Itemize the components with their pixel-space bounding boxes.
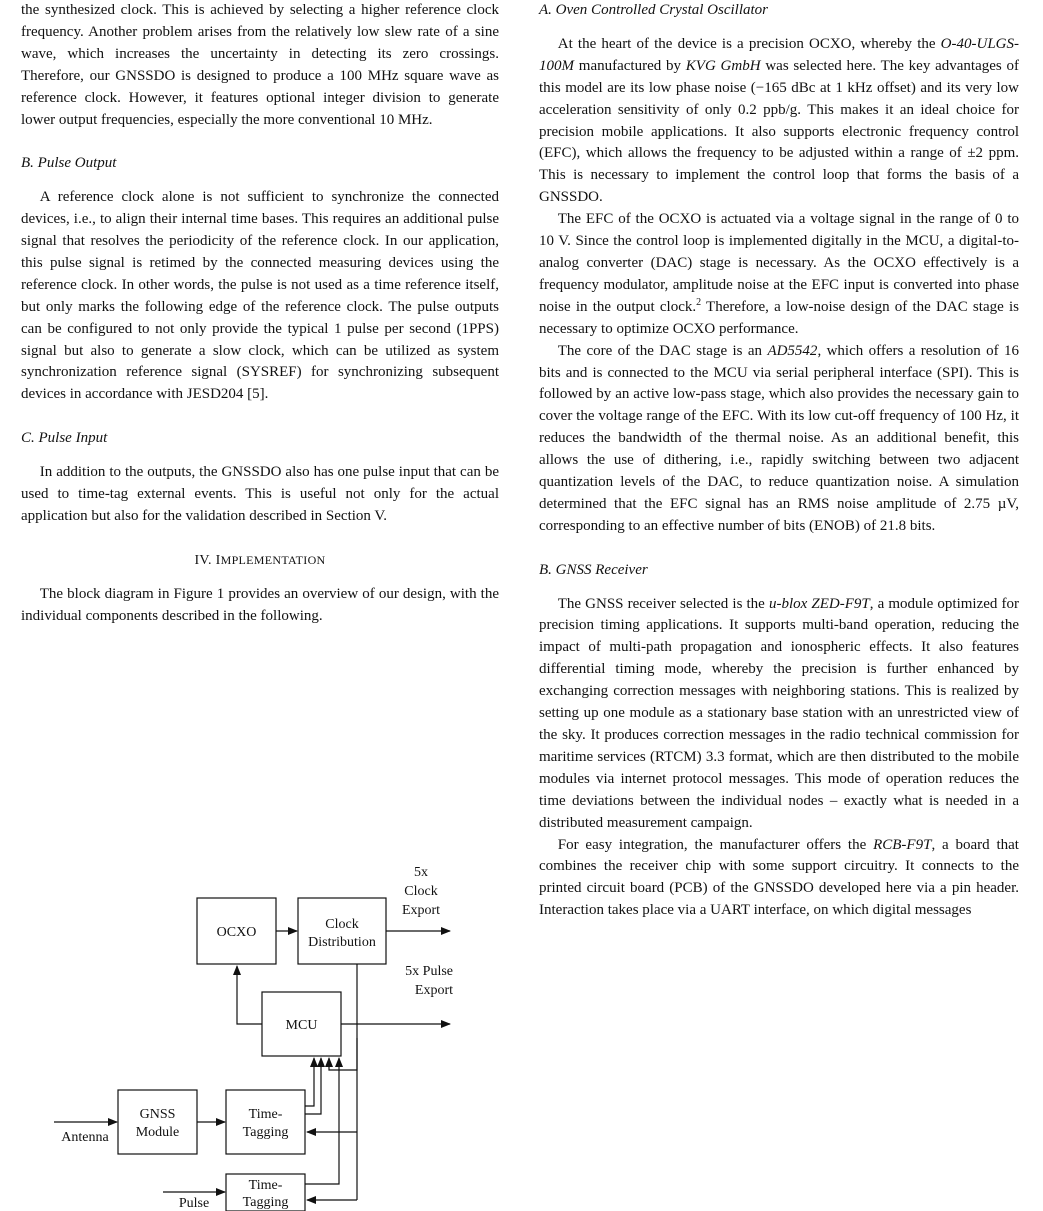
svg-text:Tagging: Tagging bbox=[242, 1195, 289, 1210]
svg-text:Time-: Time- bbox=[248, 1178, 283, 1193]
svg-text:MCU: MCU bbox=[285, 1018, 318, 1033]
right-column bbox=[539, 0, 1019, 922]
diagram-connections bbox=[54, 931, 450, 1200]
svg-text:Tagging: Tagging bbox=[242, 1125, 289, 1140]
paragraph-ocxo-3: The core of the DAC stage is an AD5542, which offers a resolution of 16 bits and is connected to the MCU via serial peripheral interface (SPI). This is followed by an active low-pass stage, which also provides the necessary gain to cover the voltage range of the EFC. With its low cut-off frequency of 100 Hz, it reduces the bandwidth of the thermal noise. As an additional benefit, this allows the use of dithering, i.e., rapidly switching between two adjacent quantization levels of the DAC, to reduce quantization noise. A simulation determined that the EFC signal has an RMS noise amplitude of 2.75 µV, corresponding to an effective number of bits (ENOB) of 21.8 bits. bbox=[539, 342, 1020, 534]
paragraph-pulse-input: In addition to the outputs, the GNSSDO also has one pulse input that can be used to time-tag external events. This is useful not only for the actual application but also for the validation described in Section V. bbox=[21, 464, 499, 524]
time-tagging-block-1 bbox=[226, 1090, 305, 1154]
svg-text:Distribution: Distribution bbox=[308, 935, 376, 950]
svg-text:Clock: Clock bbox=[404, 884, 438, 899]
time-tagging-block-2 bbox=[226, 1174, 305, 1211]
svg-text:GNSS: GNSS bbox=[139, 1107, 176, 1122]
paragraph-gnss-2: For easy integration, the manufacturer offers the RCB-F9T, a board that combines the receiver chip with some support circuitry. It connects to the printed circuit board (PCB) of the GNSSDO developed here via a pin header. Interaction takes place via a UART interface, on which digital messages bbox=[539, 836, 1019, 919]
clock-distribution-block bbox=[298, 898, 386, 964]
section-heading-gnss-receiver: B. GNSS Receiver bbox=[539, 561, 648, 578]
svg-text:Time-: Time- bbox=[248, 1107, 283, 1122]
pulse-export-label: 5x Pulse bbox=[405, 964, 453, 979]
paragraph-ocxo-1: At the heart of the device is a precision OCXO, whereby the O-40-ULGS-100M manufactured by KVG GmbH was selected here. The key advantages of this model are its low phase noise (−165 dBc at 1 kHz offset) and its very low acceleration sensitivity of only 0.2 ppb/g. This makes it an ideal choice for precision mobile applications. It also supports electronic frequency control (EFC), which allows the frequency to be adjusted within a range of ±2 ppm. This is necessary to implement the control loop that forms the basis of a GNSSDO. bbox=[539, 35, 1020, 206]
section-heading-ocxo: A. Oven Controlled Crystal Oscillator bbox=[539, 2, 769, 18]
paragraph-ocxo-2: The EFC of the OCXO is actuated via a voltage signal in the range of 0 to 10 V. Since the control loop is implemented digitally in the MCU, a digital-to-analog converter (DAC) stage is necessary. As the OCXO effectively is a frequency modulator, amplitude noise at the EFC input is converted into phase noise in the output clock.$^2$ Therefore, a low-noise design of the DAC stage is necessary to optimize OCXO performance. bbox=[539, 211, 1019, 337]
svg-text:Export: Export bbox=[401, 903, 441, 918]
svg-text:Clock: Clock bbox=[325, 917, 359, 932]
svg-text:Export: Export bbox=[414, 983, 453, 998]
paragraph-pulse-output: A reference clock alone is not sufficient to synchronize the connected devices, i.e., to align their internal time bases. This requires an additional pulse signal that resolves the periodicity of the reference clock. In our application, this pulse signal is retimed by the connected measuring devices using the reference clock. In other words, the pulse is not used as a time reference itself, but only marks the following edge of the reference clock. The pulse outputs can be configured to not only provide the typical 1 pulse per second (1PPS) signal but also to generate a slow clock, which can be utilized as system synchronization reference signal (SYSREF) for synchronizing subsequent devices in accordance with JESD204 [5]. bbox=[21, 189, 499, 403]
section-heading-implementation: IV. IMPLEMENTATION bbox=[194, 552, 326, 568]
paragraph-gnss-1: The GNSS receiver selected is the u-blox ZED-F9T, a module optimized for precision timing applications. It supports multi-band operation, reducing the impact of multi-path propagation and ionospheric effects. It also features differential timing mode, whereby the precision is further enhanced by exchanging correction messages with neighboring stations. This is realized by setting up one module as a stationary base station with an unrestricted view of the sky. It produces correction messages in the radio technical commission for maritime services (RTCM) 3.3 format, which are then distributed to the mobile modules via internet protocol messages. This mode of operation reduces the time deviations between the individual nodes – exactly what is needed in a distributed measurement campaign. bbox=[539, 595, 1019, 831]
pulse-import-label: Pulse bbox=[178, 1196, 210, 1211]
paragraph-implementation: The block diagram in Figure 1 provides an overview of our design, with the individual components described in the following. bbox=[21, 585, 499, 624]
svg-text:Module: Module bbox=[135, 1125, 180, 1140]
antenna-label: Antenna bbox=[61, 1130, 109, 1145]
paragraph-clock-continuation: the synthesized clock. This is achieved by selecting a higher reference clock frequency. Another problem arises from the relatively low slew rate of a sine wave, which increases the uncertainty in detecting its zero crossings. Therefore, our GNSSDO is designed to produce a 100 MHz square wave as reference clock. However, it features optional integer division to generate lower output frequencies, especially the more conventional 10 MHz. bbox=[21, 2, 499, 128]
ocxo-block bbox=[197, 898, 276, 964]
clock-export-label: 5x bbox=[414, 865, 428, 880]
section-heading-pulse-input: C. Pulse Input bbox=[21, 430, 108, 447]
gnss-module-block bbox=[118, 1090, 197, 1154]
mcu-block bbox=[262, 992, 341, 1056]
section-heading-pulse-output: B. Pulse Output bbox=[21, 155, 117, 172]
svg-text:OCXO: OCXO bbox=[216, 925, 257, 940]
